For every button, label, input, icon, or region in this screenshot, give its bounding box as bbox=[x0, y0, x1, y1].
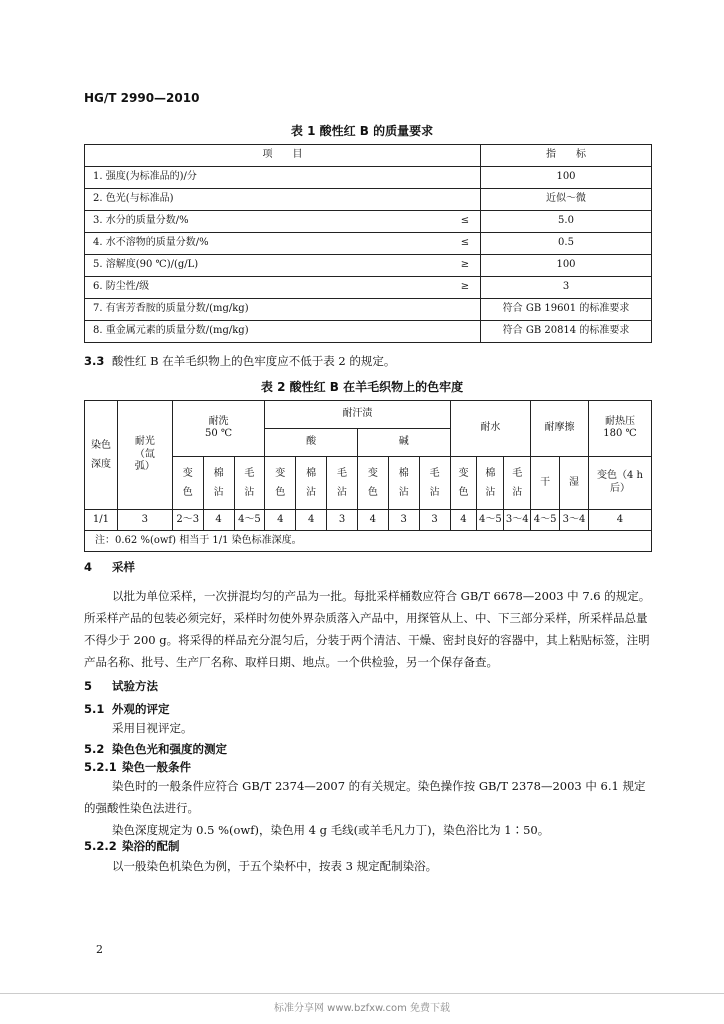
cell-depth: 1/1 bbox=[85, 510, 118, 531]
row-symbol: ≤ bbox=[450, 211, 481, 233]
row-symbol bbox=[450, 189, 481, 211]
row-item: 6. 防尘性/级 bbox=[85, 277, 451, 299]
section-title: 采样 bbox=[112, 560, 135, 574]
section-5-heading bbox=[84, 676, 158, 696]
section-5-2-2-heading bbox=[84, 836, 180, 856]
row-symbol: ≥ bbox=[450, 277, 481, 299]
row-value: 100 bbox=[481, 255, 652, 277]
row-item: 8. 重金属元素的质量分数/(mg/kg) bbox=[85, 321, 451, 343]
section-title: 试验方法 bbox=[112, 679, 158, 693]
row-value: 近似～微 bbox=[481, 189, 652, 211]
table-row bbox=[85, 321, 652, 343]
row-value: 0.5 bbox=[481, 233, 652, 255]
section-title: 染色一般条件 bbox=[122, 760, 191, 774]
row-item: 7. 有害芳香胺的质量分数/(mg/kg) bbox=[85, 299, 451, 321]
table-row bbox=[85, 211, 652, 233]
header-depth: 染色深度 bbox=[85, 401, 118, 510]
header-dry: 干 bbox=[531, 456, 560, 509]
section-title: 染浴的配制 bbox=[122, 839, 180, 853]
standard-number: HG/T 2990—2010 bbox=[84, 91, 200, 105]
dye-bath-paragraph: 以一般染色机染色为例，于五个染杯中，按表 3 规定配制染浴。 bbox=[112, 859, 438, 873]
row-item: 5. 溶解度(90 ℃)/(g/L) bbox=[85, 255, 451, 277]
cell-alkali-change: 4 bbox=[357, 510, 388, 531]
header-cotton: 棉沾 bbox=[296, 456, 327, 509]
table-row bbox=[85, 277, 652, 299]
table-row bbox=[85, 299, 652, 321]
footer-watermark bbox=[0, 999, 724, 1014]
header-wool: 毛沾 bbox=[419, 456, 450, 509]
appearance-paragraph: 采用目视评定。 bbox=[112, 721, 193, 735]
section-4-heading bbox=[84, 557, 135, 577]
header-wool: 毛沾 bbox=[504, 456, 531, 509]
row-item: 4. 水不溶物的质量分数/% bbox=[85, 233, 451, 255]
row-symbol bbox=[450, 167, 481, 189]
row-item: 2. 色光(与标准品) bbox=[85, 189, 451, 211]
cell-light: 3 bbox=[117, 510, 172, 531]
table1-caption: 表 1 酸性红 B 的质量要求 bbox=[290, 124, 434, 138]
header-change: 变色 bbox=[172, 456, 203, 509]
header-change: 变色 bbox=[450, 456, 477, 509]
cell-hot-press: 4 bbox=[588, 510, 651, 531]
cell-water-change: 4 bbox=[450, 510, 477, 531]
cell-water-wool: 3～4 bbox=[504, 510, 531, 531]
header-wet: 湿 bbox=[560, 456, 589, 509]
clause-number: 3.3 bbox=[84, 354, 105, 368]
section-number: 4 bbox=[84, 560, 93, 574]
cell-wash-cotton: 4 bbox=[203, 510, 234, 531]
table-header-row bbox=[85, 145, 652, 167]
section-title: 外观的评定 bbox=[112, 702, 170, 716]
section-number: 5 bbox=[84, 679, 93, 693]
header-hot-change: 变色（4 h后） bbox=[588, 456, 651, 509]
row-value: 3 bbox=[481, 277, 652, 299]
row-value: 100 bbox=[481, 167, 652, 189]
table-row bbox=[85, 510, 652, 531]
cell-alkali-wool: 3 bbox=[419, 510, 450, 531]
header-sweat: 耐汗渍 bbox=[265, 401, 450, 429]
cell-wash-change: 2～3 bbox=[172, 510, 203, 531]
table-row bbox=[85, 167, 652, 189]
table-row bbox=[85, 189, 652, 211]
table-note-row bbox=[85, 531, 652, 552]
header-alkali: 碱 bbox=[357, 428, 450, 456]
header-item: 项 目 bbox=[85, 145, 481, 167]
header-wool: 毛沾 bbox=[234, 456, 265, 509]
section-number: 5.2 bbox=[84, 742, 105, 756]
row-symbol: ≥ bbox=[450, 255, 481, 277]
header-index: 指 标 bbox=[481, 145, 652, 167]
row-item: 1. 强度(为标准品的)/分 bbox=[85, 167, 451, 189]
dyeing-conditions-paragraph: 染色时的一般条件应符合 GB/T 2374—2007 的有关规定。染色操作按 GB/T 2378—2003 中 6.1 规定的强酸性染色法进行。 bbox=[84, 779, 646, 815]
table-header-row bbox=[85, 401, 652, 429]
clause-text: 酸性红 B 在羊毛织物上的色牢度应不低于表 2 的规定。 bbox=[112, 354, 396, 368]
header-acid: 酸 bbox=[265, 428, 358, 456]
table2-caption: 表 2 酸性红 B 在羊毛织物上的色牢度 bbox=[260, 380, 464, 394]
footer-divider bbox=[0, 993, 724, 994]
cell-acid-cotton: 4 bbox=[296, 510, 327, 531]
header-rub: 耐摩擦 bbox=[531, 401, 589, 457]
row-item: 3. 水分的质量分数/% bbox=[85, 211, 451, 233]
sampling-paragraph: 以批为单位采样，一次拼混均匀的产品为一批。每批采样桶数应符合 GB/T 6678—2003 中 7.6 的规定。所采样产品的包装必须完好，采样时勿使外界杂质落入产品中，用探管从上、中、下三部分采样，所采样品总量不得少于 200 g。将采得的样品充分混匀后，分装于两个清洁、干燥、密封良好的容器中，其上粘贴标签，注明产品名称、批号、生产厂名称、取样日期、地点。一个供检验，另一个保存备查。 bbox=[84, 589, 651, 669]
header-wool: 毛沾 bbox=[327, 456, 358, 509]
cell-rub-dry: 4～5 bbox=[531, 510, 560, 531]
color-fastness-table bbox=[84, 400, 652, 552]
row-value: 5.0 bbox=[481, 211, 652, 233]
quality-requirements-table bbox=[84, 144, 652, 343]
section-number: 5.1 bbox=[84, 702, 105, 716]
cell-wash-wool: 4～5 bbox=[234, 510, 265, 531]
row-symbol: ≤ bbox=[450, 233, 481, 255]
dyeing-depth-paragraph: 染色深度规定为 0.5 %(owf)，染色用 4 g 毛线(或羊毛凡力丁)，染色浴比为 1∶50。 bbox=[112, 823, 550, 837]
table-row bbox=[85, 233, 652, 255]
header-cotton: 棉沾 bbox=[388, 456, 419, 509]
header-change: 变色 bbox=[357, 456, 388, 509]
header-hot-press: 耐热压 180 ℃ bbox=[588, 401, 651, 457]
cell-acid-change: 4 bbox=[265, 510, 296, 531]
header-cotton: 棉沾 bbox=[203, 456, 234, 509]
row-value: 符合 GB 19601 的标准要求 bbox=[481, 299, 652, 321]
cell-water-cotton: 4～5 bbox=[477, 510, 504, 531]
header-water: 耐水 bbox=[450, 401, 531, 457]
header-change: 变色 bbox=[265, 456, 296, 509]
table-row bbox=[85, 255, 652, 277]
header-light: 耐光（氙弧） bbox=[117, 401, 172, 510]
row-symbol bbox=[450, 321, 481, 343]
header-cotton: 棉沾 bbox=[477, 456, 504, 509]
row-symbol bbox=[450, 299, 481, 321]
section-number: 5.2.1 bbox=[84, 760, 117, 774]
footer-text: 标准分享网 www.bzfxw.com 免费下载 bbox=[274, 1003, 450, 1014]
cell-rub-wet: 3～4 bbox=[560, 510, 589, 531]
page-number: 2 bbox=[96, 943, 103, 956]
clause-3-3 bbox=[84, 351, 395, 371]
section-5-2-1-heading bbox=[84, 757, 191, 777]
header-wash: 耐洗 50 ℃ bbox=[172, 401, 265, 457]
section-5-2-heading bbox=[84, 739, 227, 759]
cell-alkali-cotton: 3 bbox=[388, 510, 419, 531]
section-title: 染色色光和强度的测定 bbox=[112, 742, 227, 756]
row-value: 符合 GB 20814 的标准要求 bbox=[481, 321, 652, 343]
table-note: 注：0.62 %(owf) 相当于 1/1 染色标准深度。 bbox=[85, 531, 652, 552]
section-number: 5.2.2 bbox=[84, 839, 117, 853]
section-5-1-heading bbox=[84, 699, 170, 719]
cell-acid-wool: 3 bbox=[327, 510, 358, 531]
